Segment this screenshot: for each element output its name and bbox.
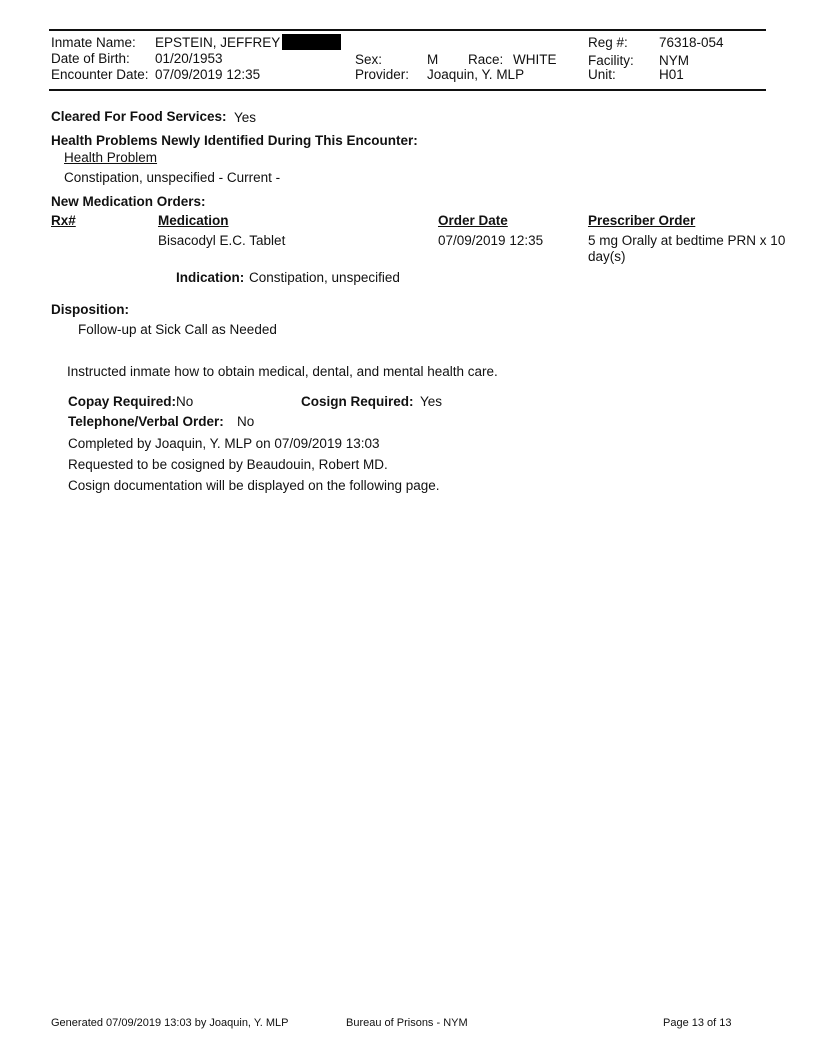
telephone-order-value: No	[237, 414, 255, 429]
sex-label: Sex:	[355, 52, 383, 67]
copay-label: Copay Required:	[68, 394, 177, 409]
facility-label: Facility:	[588, 53, 634, 68]
cosign-label: Cosign Required:	[301, 394, 414, 409]
dob-value: 01/20/1953	[155, 51, 223, 66]
health-problem-column-header: Health Problem	[64, 150, 158, 165]
cleared-food-value: Yes	[234, 110, 257, 125]
header-bottom-rule	[49, 89, 766, 91]
footer-bureau: Bureau of Prisons - NYM	[346, 1017, 468, 1029]
requested-cosign-text: Requested to be cosigned by Beaudouin, Robert MD.	[68, 457, 388, 472]
indication-value: Constipation, unspecified	[249, 270, 400, 285]
disposition-text: Follow-up at Sick Call as Needed	[78, 322, 277, 337]
header-top-rule	[49, 29, 766, 31]
cosign-documentation-text: Cosign documentation will be displayed on the following page.	[68, 478, 440, 493]
disposition-heading: Disposition:	[51, 302, 129, 317]
health-problem-item: Constipation, unspecified - Current -	[64, 170, 281, 185]
sex-value: M	[427, 52, 439, 67]
redaction-box	[282, 34, 341, 50]
unit-label: Unit:	[588, 67, 616, 82]
prescriber-order-value: 5 mg Orally at bedtime PRN x 10 day(s)	[588, 233, 786, 264]
indication-label: Indication:	[176, 270, 245, 285]
instructed-text: Instructed inmate how to obtain medical, dental, and mental health care.	[67, 364, 498, 379]
telephone-order-label: Telephone/Verbal Order:	[68, 414, 224, 429]
order-date-value: 07/09/2019 12:35	[438, 233, 544, 248]
reg-value: 76318-054	[659, 35, 724, 50]
cleared-food-label: Cleared For Food Services:	[51, 109, 227, 124]
dob-label: Date of Birth:	[51, 51, 130, 66]
facility-value: NYM	[659, 53, 689, 68]
medication-column-header: Medication	[158, 213, 229, 228]
unit-value: H01	[659, 67, 684, 82]
medication-name: Bisacodyl E.C. Tablet	[158, 233, 286, 248]
order-date-column-header: Order Date	[438, 213, 508, 228]
prescriber-order-column-header: Prescriber Order	[588, 213, 696, 228]
encounter-date-value: 07/09/2019 12:35	[155, 67, 261, 82]
footer-generated: Generated 07/09/2019 13:03 by Joaquin, Y. MLP	[51, 1017, 289, 1029]
provider-label: Provider:	[355, 67, 410, 82]
race-value: WHITE	[513, 52, 557, 67]
provider-value: Joaquin, Y. MLP	[427, 67, 525, 82]
cosign-value: Yes	[420, 394, 443, 409]
medication-orders-heading: New Medication Orders:	[51, 194, 206, 209]
health-problems-heading: Health Problems Newly Identified During This Encounter:	[51, 133, 418, 148]
race-label: Race:	[468, 52, 504, 67]
completed-by-text: Completed by Joaquin, Y. MLP on 07/09/2019 13:03	[68, 436, 380, 451]
footer-page-number: Page 13 of 13	[663, 1017, 732, 1029]
encounter-date-label: Encounter Date:	[51, 67, 149, 82]
rx-column-header: Rx#	[51, 213, 76, 228]
inmate-name-label: Inmate Name:	[51, 35, 136, 50]
reg-label: Reg #:	[588, 35, 628, 50]
inmate-name-value: EPSTEIN, JEFFREY	[155, 35, 281, 50]
copay-value: No	[176, 394, 194, 409]
